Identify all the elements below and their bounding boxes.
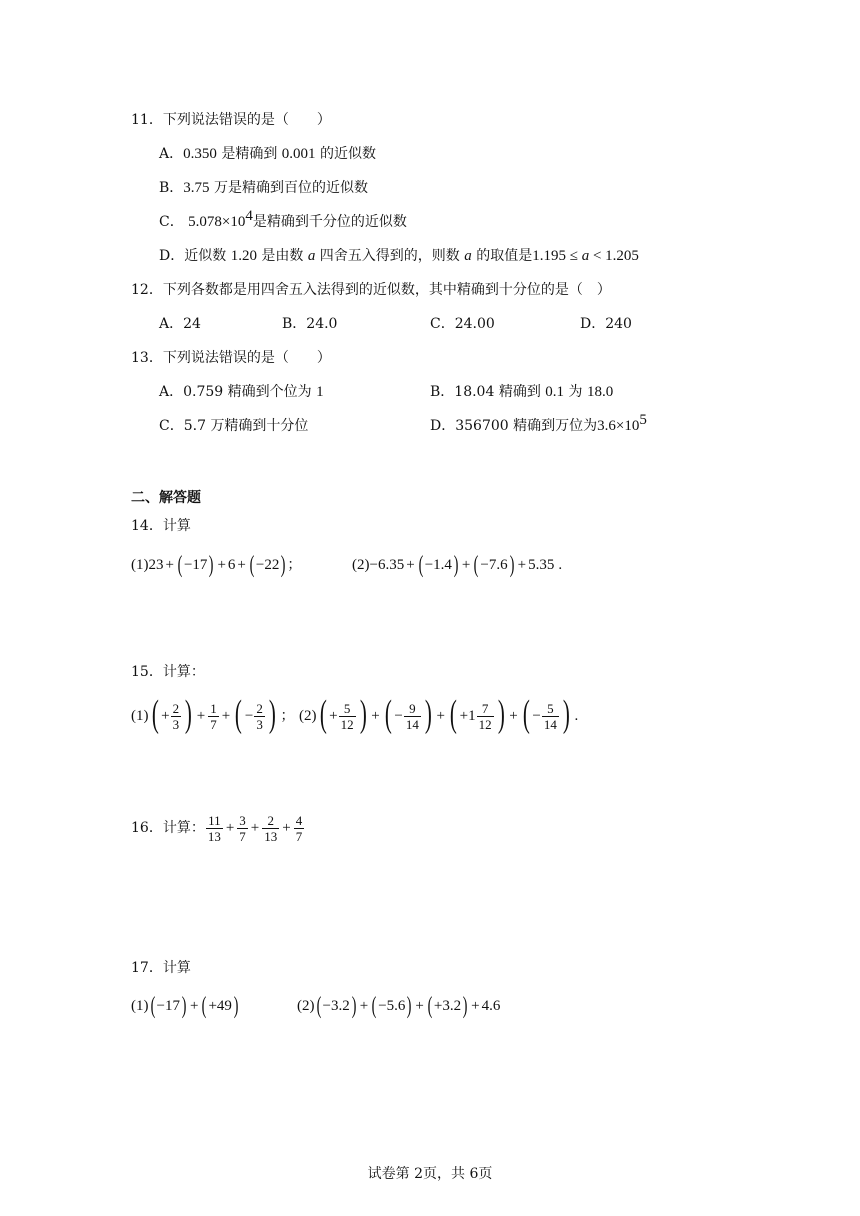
q15-part-2: (2) ( + $\frac{5}{12}$ ) + ( − $\frac{9}{14}$ ) + ( +1 $\frac{7}{12}$ ) + ( − $\frac{5}{14}$ ) . — [299, 693, 579, 735]
q15-part-1: (1) ( + $\frac{2}{3}$ ) + $\frac{1}{7}$ + ( − $\frac{2}{3}$ ) ； — [131, 693, 295, 735]
q13-option-c: C．5.7 万精确到十分位 — [159, 418, 309, 434]
q17-stem: 17．计算 — [131, 960, 191, 976]
q13-option-b: B．18.04 精确到 0.1 为 18.0 — [430, 384, 614, 400]
q11-option-b: B．3.75 万是精确到百位的近似数 — [159, 180, 368, 196]
q12-stem: 12．下列各数都是用四舍五入法得到的近似数，其中精确到十分位的是（ ） — [131, 282, 611, 298]
page-footer: 试卷第 2页，共 6页 — [367, 1166, 493, 1182]
q15-stem: 15．计算： — [131, 664, 205, 680]
section-heading: 二、解答题 — [131, 490, 201, 506]
q16-stem: 16．计算： — [131, 820, 205, 836]
q14-part-1: (1) 23 + ( −17 ) + 6 + ( −22 ) ； — [131, 552, 302, 578]
q14-stem: 14．计算 — [131, 518, 191, 534]
q11-option-c: C． $5.078\times 10^4$是精确到千分位的近似数 — [159, 208, 407, 230]
q13-option-a: A．0.759 精确到个位为 1 — [159, 384, 324, 400]
q12-option-d: D．240 — [580, 316, 632, 332]
q13-stem: 13．下列说法错误的是（ ） — [131, 350, 331, 366]
q12-option-b: B．24.0 — [282, 316, 338, 332]
q17-part-2: (2) ( −3.2 ) + ( −5.6 ) + ( +3.2 ) + 4.6 — [297, 993, 501, 1019]
q13-option-d: D．356700 精确到万位为$3.6\times 10^5$ — [430, 412, 647, 434]
q17-part-1: (1) ( −17 ) + ( +49 ) — [131, 993, 239, 1019]
q11-stem: 11．下列说法错误的是（ ） — [131, 112, 331, 128]
q16: 16．计算： $\frac{11}{13}$ + $\frac{3}{7}$ + $\frac{2}{13}$ + $\frac{4}{7}$ — [131, 812, 303, 844]
q12-option-a: A．24 — [159, 316, 201, 332]
q11-option-a: A．0.350 是精确到 0.001 的近似数 — [159, 146, 376, 162]
q11-option-d: D．近似数 1.20 是由数 a 四舍五入得到的，则数 a 的取值是1.195 ≤ a < 1.205 — [159, 248, 639, 264]
q14-part-2: (2) −6.35 + ( −1.4 ) + ( −7.6 ) + 5.35 . — [352, 552, 563, 578]
q12-option-c: C．24.00 — [430, 316, 495, 332]
